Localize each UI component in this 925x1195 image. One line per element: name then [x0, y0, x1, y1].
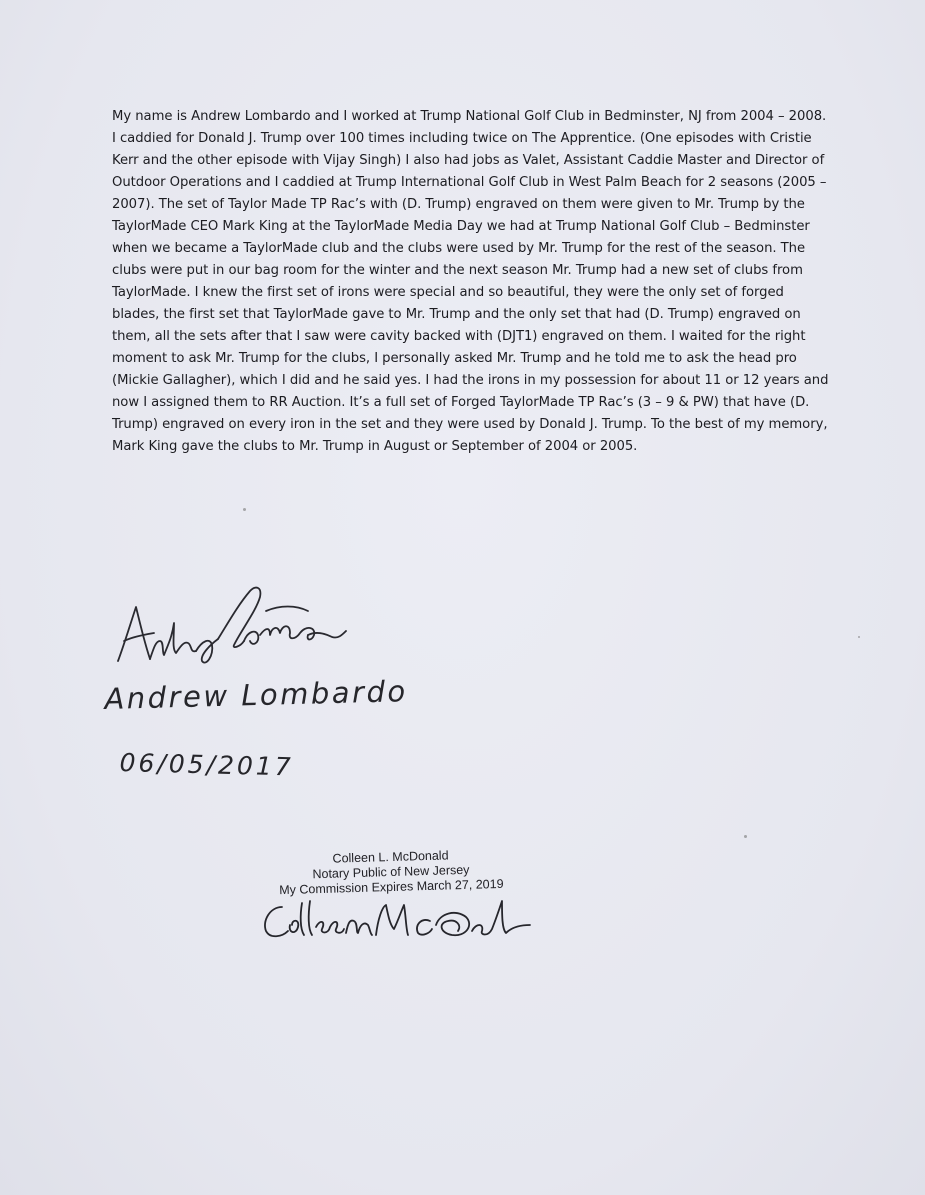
paper-speck [744, 835, 747, 838]
notary-title: Notary Public of New Jersey [312, 862, 470, 882]
notary-signature [260, 895, 540, 945]
paper-speck [243, 508, 246, 511]
paper-speck [858, 636, 860, 638]
handwritten-signature [110, 575, 350, 670]
letter-body: My name is Andrew Lombardo and I worked at Trump National Golf Club in Bedminster, NJ from 2004 – 2008. I caddied for Donald J. Trump over 100 times including twice on The Apprentice. (One episodes with Cristie Kerr and the other episode with Vijay Singh) I also had jobs as Valet, Assistant Caddie Master and Director of Outdoor Operations and I caddied at Trump International Golf Club in West Palm Beach for 2 seasons (2005 – 2007). The set of Taylor Made TP Rac’s with (D. Trump) engraved on them were given to Mr. Trump by the TaylorMade CEO Mark King at the TaylorMade Media Day we had at Trump National Golf Club – Bedminster when we became a TaylorMade club and the clubs were used by Mr. Trump for the rest of the season. The clubs were put in our bag room for the winter and the next season Mr. Trump had a new set of clubs from TaylorMade. I knew the first set of irons were special and so beautiful, they were the only set of forged blades, the first set that TaylorMade gave to Mr. Trump and the only set that had (D. Trump) engraved on them, all the sets after that I saw were cavity backed with (DJT1) engraved on them. I waited for the right moment to ask Mr. Trump for the clubs, I personally asked Mr. Trump and he told me to ask the head pro (Mickie Gallagher), which I did and he said yes. I had the irons in my possession for about 11 or 12 years and now I assigned them to RR Auction. It’s a full set of Forged TaylorMade TP Rac’s (3 – 9 & PW) that have (D. Trump) engraved on every iron in the set and they were used by Donald J. Trump. To the best of my memory, Mark King gave the clubs to Mr. Trump in August or September of 2004 or 2005. [112, 109, 829, 454]
notary-stamp [255, 846, 526, 899]
notary-name: Colleen L. McDonald [332, 848, 449, 866]
notary-commission: My Commission Expires March 27, 2019 [279, 876, 504, 898]
signature-date: 06/05/2017 [119, 748, 295, 782]
printed-name: Andrew Lombardo [104, 674, 409, 716]
